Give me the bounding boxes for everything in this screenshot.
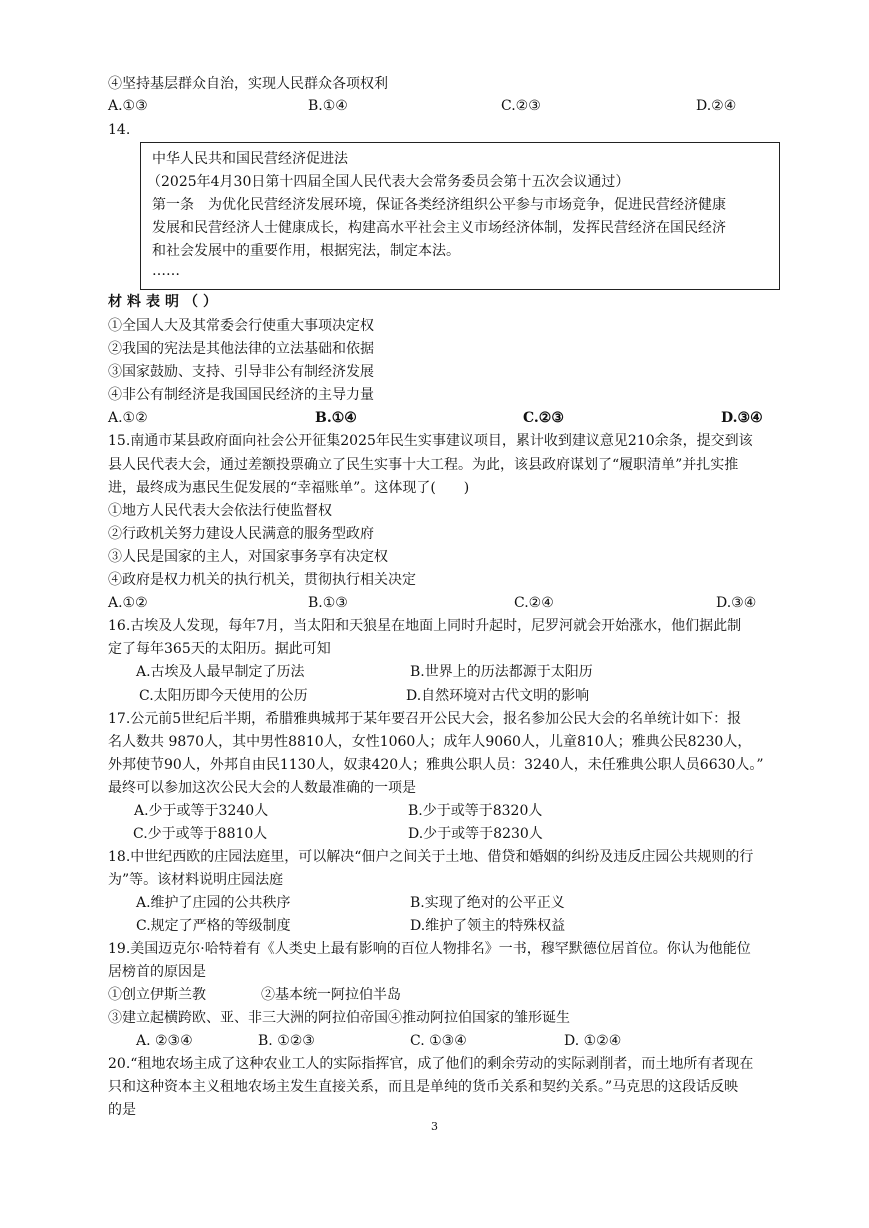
q14-option-a: A.①② <box>108 410 148 426</box>
q13-option-d: D.②④ <box>696 98 737 114</box>
q19-items-row-1 <box>108 985 768 1005</box>
q20-stem-2: 只和这种资本主义租地农场主发生直接关系，而且是单纯的货币关系和契约关系。”马克思的这段话反映 <box>108 1079 739 1095</box>
q18-options-row-2 <box>108 916 768 936</box>
law-ellipsis: …… <box>152 263 180 279</box>
q19-stem-1: 19.美国迈克尔·哈特着有《人类史上最有影响的百位人物排名》一书，穆罕默德位居首位。你认为他能位 <box>108 941 751 957</box>
q18-stem-1: 18.中世纪西欧的庄园法庭里，可以解决“佃户之间关于土地、借贷和婚姻的纠纷及违反庄园公共规则的行 <box>108 849 754 865</box>
q15-item-3: ③人民是国家的主人，对国家事务享有决定权 <box>108 549 388 565</box>
law-title: 中华人民共和国民营经济促进法 <box>152 151 348 167</box>
q13-options <box>108 96 768 116</box>
q19-option-c: C. ①③④ <box>410 1033 467 1049</box>
q14-item-4: ④非公有制经济是我国国民经济的主导力量 <box>108 387 374 403</box>
q20-stem-3: 的是 <box>108 1102 136 1118</box>
q19-option-b: B. ①②③ <box>258 1033 315 1049</box>
q16-stem-1: 16.古埃及人发现，每年7月，当太阳和天狼星在地面上同时升起时，尼罗河就会开始涨水，他们据此制 <box>108 618 742 634</box>
q16-stem-2: 定了每年365天的太阳历。据此可知 <box>108 641 331 657</box>
q15-item-1: ①地方人民代表大会依法行使监督权 <box>108 503 332 519</box>
q14-item-1: ①全国人大及其常委会行使重大事项决定权 <box>108 318 374 334</box>
q19-item-2: ②基本统一阿拉伯半岛 <box>261 987 401 1003</box>
q16-option-a: A.古埃及人最早制定了历法 <box>136 664 305 680</box>
q19-options <box>108 1031 768 1051</box>
q14-stem: 材料表明（） <box>108 294 222 310</box>
law-line-2: 发展和民营经济人士健康成长，构建高水平社会主义市场经济体制，发挥民营经济在国民经济 <box>152 220 726 236</box>
law-line-3: 和社会发展中的重要作用，根据宪法，制定本法。 <box>152 243 460 259</box>
q17-stem-2: 名人数共 9870人，其中男性8810人，女性1060人；成年人9060人，儿童810人；雅典公民8230人， <box>108 734 752 750</box>
q15-option-c: C.②④ <box>514 595 554 611</box>
q15-options <box>108 593 768 613</box>
q19-option-d: D. ①②④ <box>564 1033 622 1049</box>
q15-option-b: B.①③ <box>308 595 348 611</box>
law-line-1: 第一条 为优化民营经济发展环境，保证各类经济组织公平参与市场竞争，促进民营经济健康 <box>152 197 726 213</box>
q15-option-d: D.③④ <box>716 595 757 611</box>
q16-option-d: D.自然环境对古代文明的影响 <box>406 688 590 704</box>
q14-number: 14. <box>108 122 131 138</box>
law-subtitle: （2025年4月30日第十四届全国人民代表大会常务委员会第十五次会议通过） <box>147 174 630 190</box>
q13-item-4: ④坚持基层群众自治，实现人民群众各项权利 <box>108 76 388 92</box>
q14-material-box <box>140 142 780 290</box>
q18-stem-2: 为”等。该材料说明庄园法庭 <box>108 872 284 888</box>
q17-options-row-2 <box>108 824 768 844</box>
q18-option-b: B.实现了绝对的公平正义 <box>410 895 565 911</box>
q19-items-row-2: ③建立起横跨欧、亚、非三大洲的阿拉伯帝国④推动阿拉伯国家的雏形诞生 <box>108 1010 570 1026</box>
q14-item-2: ②我国的宪法是其他法律的立法基础和依据 <box>108 341 374 357</box>
q18-option-c: C.规定了严格的等级制度 <box>136 918 291 934</box>
q16-options-row-1 <box>108 662 768 682</box>
q17-option-d: D.少于或等于8230人 <box>408 826 543 842</box>
q14-option-b: B.①④ <box>315 410 357 426</box>
q17-options-row-1 <box>108 801 768 821</box>
q19-item-1: ①创立伊斯兰教 <box>108 987 206 1003</box>
q17-option-c: C.少于或等于8810人 <box>133 826 268 842</box>
q18-option-a: A.维护了庄园的公共秩序 <box>136 895 291 911</box>
q15-item-4: ④政府是权力机关的执行机关，贯彻执行相关决定 <box>108 572 416 588</box>
q17-stem-4: 最终可以参加这次公民大会的人数最准确的一项是 <box>108 780 416 796</box>
q16-option-c: C.太阳历即今天使用的公历 <box>139 688 308 704</box>
q16-options-row-2 <box>108 686 768 706</box>
q13-option-c: C.②③ <box>501 98 541 114</box>
q13-option-b: B.①④ <box>308 98 348 114</box>
q15-stem-3: 进，最终成为惠民生促发展的“幸福账单”。这体现了( ) <box>108 480 470 496</box>
q14-option-c: C.②③ <box>523 410 564 426</box>
page-number: 3 <box>431 1120 438 1133</box>
q17-option-b: B.少于或等于8320人 <box>408 803 543 819</box>
q17-option-a: A.少于或等于3240人 <box>134 803 269 819</box>
q15-stem-2: 县人民代表大会，通过差额投票确立了民生实事十大工程。为此，该县政府谋划了“履职清单”并扎实推 <box>108 457 739 473</box>
q19-stem-2: 居榜首的原因是 <box>108 964 206 980</box>
q14-option-d: D.③④ <box>721 410 763 426</box>
q14-options <box>108 408 768 428</box>
q13-option-a: A.①③ <box>108 98 148 114</box>
q17-stem-1: 17.公元前5世纪后半期，希腊雅典城邦于某年要召开公民大会，报名参加公民大会的名单统计如下：报 <box>108 711 742 727</box>
q15-item-2: ②行政机关努力建设人民满意的服务型政府 <box>108 526 374 542</box>
q19-option-a: A. ②③④ <box>136 1033 193 1049</box>
q15-option-a: A.①② <box>108 595 148 611</box>
q18-option-d: D.维护了领主的特殊权益 <box>410 918 566 934</box>
q20-stem-1: 20.“租地农场主成了这种农业工人的实际指挥官，成了他们的剩余劳动的实际剥削者，而土地所有者现在 <box>108 1056 754 1072</box>
q17-stem-3: 外邦使节90人，外邦自由民1130人，奴隶420人；雅典公职人员：3240人，未任雅典公职人员6630人。” <box>108 757 764 773</box>
q16-option-b: B.世界上的历法都源于太阳历 <box>410 664 593 680</box>
q14-item-3: ③国家鼓励、支持、引导非公有制经济发展 <box>108 364 374 380</box>
q18-options-row-1 <box>108 893 768 913</box>
q15-stem-1: 15.南通市某县政府面向社会公开征集2025年民生实事建议项目，累计收到建议意见210余条，提交到该 <box>108 433 753 449</box>
